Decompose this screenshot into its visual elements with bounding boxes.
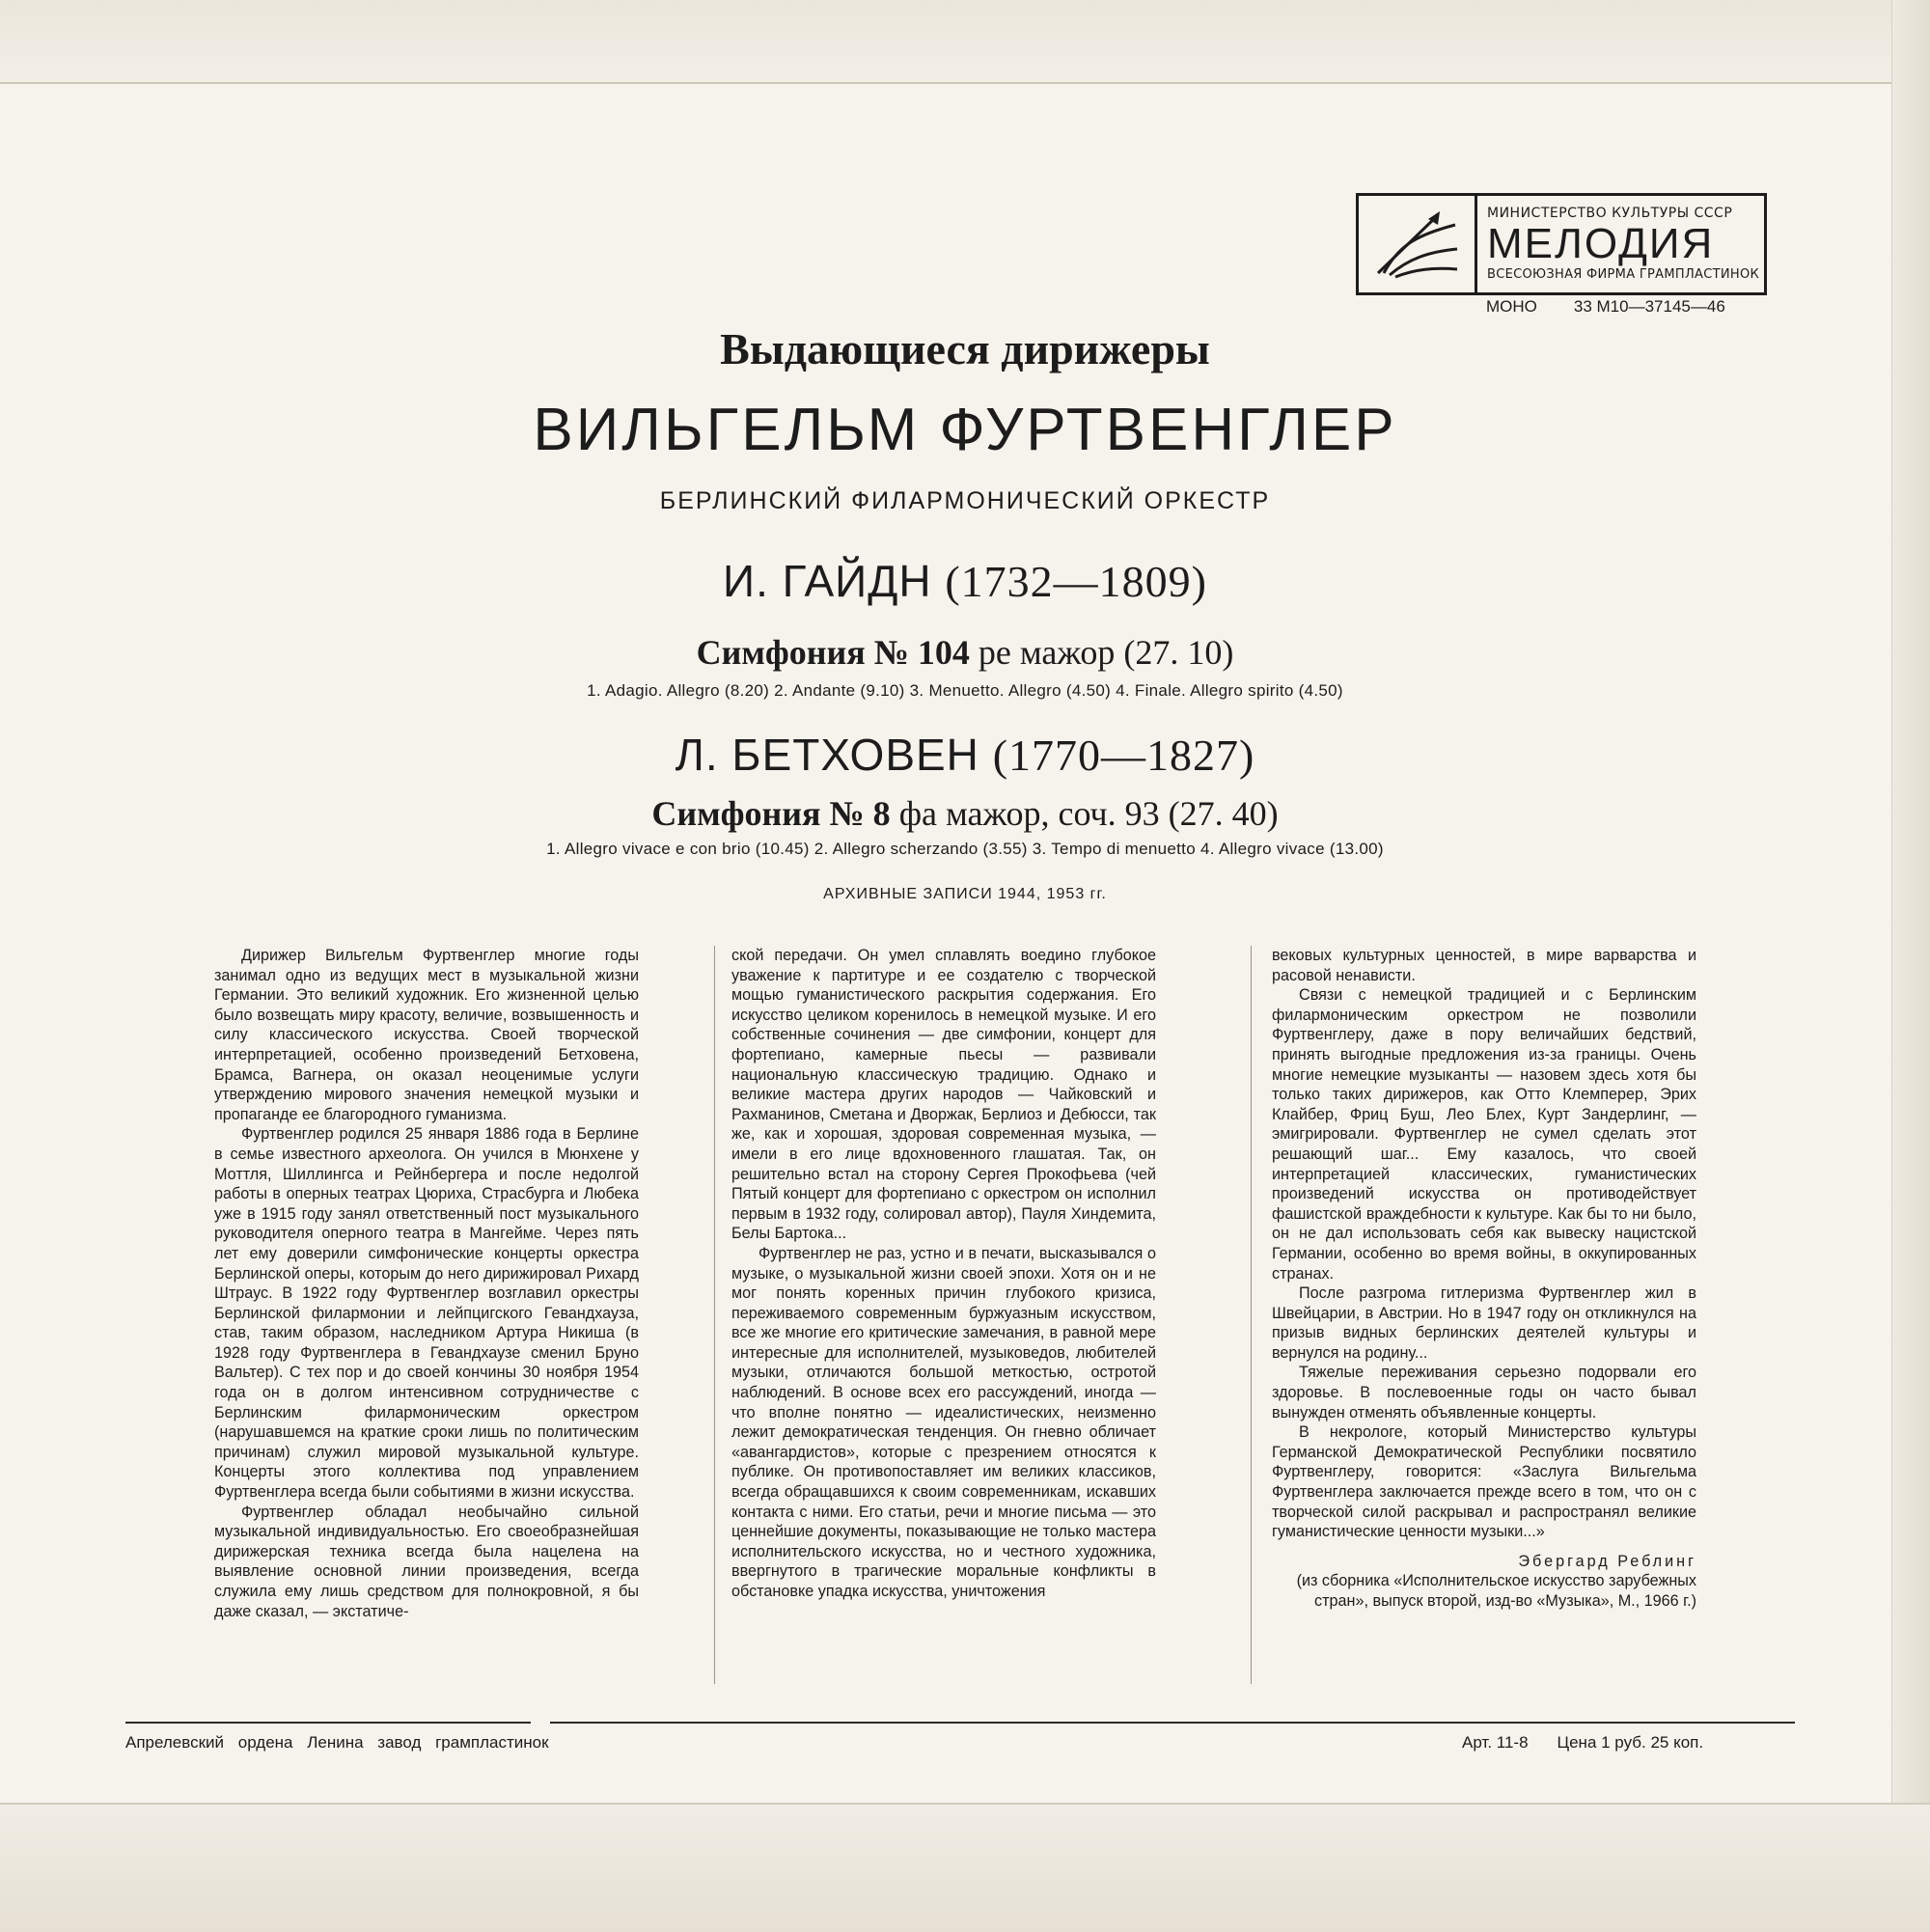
column-divider [1251,946,1252,1684]
work-title: Симфония № 8 [651,794,891,833]
composer-name: И. ГАЙДН [723,556,932,606]
price: Цена 1 руб. 25 коп. [1557,1733,1704,1752]
paragraph: Фуртвенглер обладал необычайно сильной музыкальной индивидуальностью. Его своеобразнейшая дирижерская техника всегда была нацелена на выявление основной линии произведения, всегда служила ему лишь средством для полнокровной, я бы даже сказал, — экстатиче- [214,1503,639,1620]
paragraph: Дирижер Вильгельм Фуртвенглер многие годы занимал одно из ведущих мест в музыкальной жизни Германии. Это великий художник. Его жизненной целью было возвещать миру красоту, величие, возвышенность и силу классического искусства. Своей творческой интерпретацией, особенно произведений Бетховена, Брамса, Вагнера, он оказал неоценимые услуги утверждению мирового значения немецкой музыки и пропаганде ее благородного гуманизма. [214,947,639,1123]
text-column-2 [731,946,1156,1602]
composer-years: (1732—1809) [945,557,1207,606]
sleeve-bottom-fold [0,1803,1930,1932]
work-title: Симфония № 104 [696,633,970,672]
movements-beethoven: 1. Allegro vivace e con brio (10.45) 2. Allegro scherzando (3.55) 3. Tempo di menuetto 4. Allegro vivace (13.00) [546,840,1384,858]
paragraph: В некрологе, который Министерство культуры Германской Демократической Республики посвятило Фуртвенглеру, говорится: «Заслуга Вильгельма Фуртвенглера заключается прежде всего в том, что он с творческой силой раскрывал и распространял великие гуманистические ценности музыки...» [1272,1423,1696,1541]
composer-haydn [0,555,1930,607]
series-title: Выдающиеся дирижеры [720,324,1210,373]
work-beethoven-symphony [0,793,1930,834]
manufacturer: Апрелевский ордена Ленина завод грампластинок [125,1733,549,1752]
paragraph: ской передачи. Он умел сплавлять воедино глубокое уважение к партитуре и ее создателю с творческой мощью гуманистического раскрытия содержания. Его искусство целиком коренилось в немецкой музыке. И его собственные сочинения — две симфонии, концерт для фортепиано, камерные пьесы — развивали национальную классическую традицию. Однако и великие мастера других народов — Чайковский и Рахманинов, Сметана и Дворжак, Берлиоз и Дебюсси, так же, как и хорошая, здоровая современная музыка, — имели в его лице вдохновенного глашатая. Так, он решительно встал на сторону Сергея Прокофьева (чей Пятый концерт для фортепиано с оркестром он исполнил первым в 1932 году, солировал автор), Пауля Хиндемита, Белы Бартока... [731,947,1156,1243]
source-citation: (из сборника «Исполнительское искусство зарубежных стран», выпуск второй, изд-во «Музыка», М., 1966 г.) [1296,1572,1696,1610]
archive-note: АРХИВНЫЕ ЗАПИСИ 1944, 1953 гг. [823,886,1107,902]
paragraph: После разгрома гитлеризма Фуртвенглер жил в Швейцарии, в Австрии. Но в 1947 году он откликнулся на призыв видных берлинских деятелей культуры и вернулся на родину... [1272,1284,1696,1362]
movements-haydn: 1. Adagio. Allegro (8.20) 2. Andante (9.10) 3. Menuetto. Allegro (4.50) 4. Finale. Allegro spirito (4.50) [587,681,1343,700]
sleeve-top-fold [0,0,1930,84]
text-column-1 [214,946,639,1621]
sleeve-right-edge [1891,0,1930,1930]
conductor-name: ВИЛЬГЕЛЬМ ФУРТВЕНГЛЕР [533,397,1397,463]
catalog-info [1486,297,1725,317]
logo-firm: ВСЕСОЮЗНАЯ ФИРМА ГРАМПЛАСТИНОК [1487,267,1760,282]
orchestra-name: БЕРЛИНСКИЙ ФИЛАРМОНИЧЕСКИЙ ОРКЕСТР [659,487,1271,514]
melodiya-emblem-icon [1359,196,1477,292]
text-column-3 [1272,946,1696,1612]
paragraph: Связи с немецкой традицией и с Берлинским филармоническим оркестром не позволили Фуртвенглеру, даже в пору величайших бедствий, принять выгодные предложения из-за границы. Очень многие немецкие музыканты — назовем здесь хотя бы только таких дирижеров, как Отто Клемперер, Эрих Клайбер, Фриц Буш, Лео Блех, Курт Зандерлинг, — эмигрировали. Фуртвенглер не сумел сделать этот решающий шаг... Ему казалось, что своей интерпретацией классических, гуманистических произведений искусства он противодействует фашистской враждебности к культуре. Как бы то ни было, он не дал использовать себя как вывеску нацистской Германии, особенно во время войны, в оккупированных странах. [1272,986,1696,1283]
composer-years: (1770—1827) [992,731,1255,780]
logo-brand: МЕЛОДИЯ [1487,220,1715,267]
catalog-number: 33 М10—37145—46 [1573,297,1725,316]
work-key-duration: фа мажор, соч. 93 (27. 40) [898,794,1279,833]
column-divider [714,946,715,1684]
footer-price-info [1462,1733,1703,1753]
paragraph: Фуртвенглер родился 25 января 1886 года в Берлине в семье известного археолога. Он учился в Мюнхене у Моттля, Шиллингса и Рейнбергера и после недолгой работы в оперных театрах Цюриха, Страсбурга и Любека уже в 1915 году занял ответственный пост музыкального руководителя оперного театра в Мангейме. Через пять лет ему доверили симфонические концерты оркестра Берлинской оперы, которым до него дирижировал Рихард Штраус. В 1922 году Фуртвенглер возглавил оркестры Берлинской филармонии и лейпцигского Гевандхауза, став, таким образом, наследником Артура Никиша (в 1928 году Фуртвенглера в Гевандхаузе сменил Бруно Вальтер). С тех пор и до своей кончины 30 ноября 1954 года он в долгом интенсивном сотрудничестве с Берлинским филармоническим оркестром (нарушавшемся на краткие сроки лишь по политическим причинам) служил мировой музыкальной культуре. Концерты этого коллектива под управлением Фуртвенглера всегда были событиями в жизни искусства. [214,1125,639,1502]
paragraph: вековых культурных ценностей, в мире варварства и расовой ненависти. [1272,947,1696,984]
composer-beethoven [0,729,1930,781]
melodiya-logo [1356,193,1767,295]
footer-rule [125,1722,531,1724]
format-label: МОНО [1486,297,1537,316]
author-signature: Эбергард Реблинг [1518,1552,1696,1570]
article-number: Арт. 11-8 [1462,1733,1529,1752]
work-key-duration: ре мажор (27. 10) [978,633,1234,672]
footer-rule [550,1722,1795,1724]
composer-name: Л. БЕТХОВЕН [675,730,979,780]
logo-ministry: МИНИСТЕРСТВО КУЛЬТУРЫ СССР [1487,206,1733,221]
paragraph: Фуртвенглер не раз, устно и в печати, высказывался о музыке, о музыкальной жизни своей эпохи. Хотя он и не мог понять коренных причин глубокого кризиса, переживаемого современным буржуазным искусством, все же многие его критические замечания, в равной мере интересные для исполнителей, музыковедов, любителей музыки, отличаются большой меткостью, остротой наблюдений. В основе всех его рассуждений, иногда — что вполне понятно — идеалистических, неизменно лежит демократическая тенденция. Он гневно обличает «авангардистов», которые с презрением относятся к публике. Он противопоставляет им великих классиков, всегда обращавшихся к своим современникам, искавших контакта с ними. Его статьи, речи и многие письма — это ценнейшие документы, показывающие не только мастера исполнительского искусства, но и честного художника, ввергнутого в трагические моральные конфликты в обстановке упадка искусства, уничтожения [731,1244,1156,1600]
work-haydn-symphony [0,632,1930,673]
paragraph: Тяжелые переживания серьезно подорвали его здоровье. В послевоенные годы он часто бывал вынужден отменять объявленные концерты. [1272,1364,1696,1421]
